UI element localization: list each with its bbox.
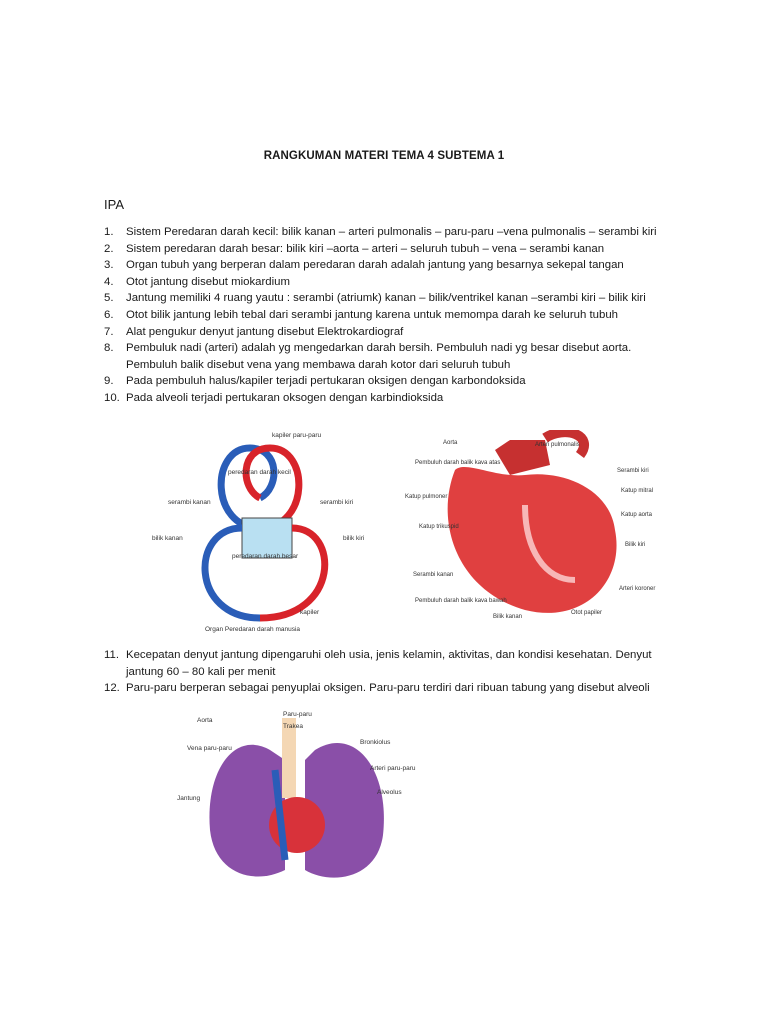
label-aorta: Aorta [197,717,213,724]
list-item-text: Pembuluk nadi (arteri) adalah yg mengedarkan darah bersih. Pembuluh nadi yg besar disebut aorta. Pembuluh balik disebut vena yang membawa darah kotor dari seluruh tubuh [126,342,632,371]
list-item [104,373,684,390]
label-trakea: Trakea [283,723,303,730]
list-item-text: Pada alveoli terjadi pertukaran oksogen dengan karbindioksida [126,391,444,404]
label-katup-trikuspid: Katup trikuspid [419,524,459,530]
list-item-text: Pada pembuluh halus/kapiler terjadi pertukaran oksigen dengan karbondoksida [126,375,526,388]
lung-diagram [165,710,425,890]
list-item-number: 3. [104,259,114,272]
list-item [104,340,684,373]
label-pembuluh-atas: Pembuluh darah balik kava atas [415,460,501,466]
label-kapiler-top: kapiler paru-paru [272,432,322,439]
list-item [104,224,684,241]
label-serambi-kiri: Serambi kiri [617,468,649,474]
list-item-number: 7. [104,325,114,338]
label-bilik-kanan: bilik kanan [152,535,183,542]
list-item-number: 11. [104,649,119,661]
list-item-number: 6. [104,308,114,321]
label-bilik-kiri: bilik kiri [343,535,365,542]
list-item-text: Sistem Peredaran darah kecil: bilik kanan – arteri pulmonalis – paru-paru –vena pulmonalis – serambi kiri [126,226,657,238]
label-pembuluh-bawah: Pembuluh darah balik kava bawah [415,598,507,604]
list-item-text: Otot bilik jantung lebih tebal dari serambi jantung karena untuk memompa darah ke seluruh tubuh [126,308,618,321]
list-item [104,390,684,407]
list-item-number: 1. [104,226,114,238]
label-serambi-kanan: serambi kanan [168,499,211,506]
label-alveolus: Alveolus [377,789,402,796]
list-item-number: 4. [104,275,114,288]
label-katup-mitral: Katup mitral [621,488,654,494]
label-bronkiolus: Bronkiolus [360,739,391,746]
label-bilik-kiri: Bilik kiri [625,542,646,548]
list-item-text: Alat pengukur denyut jantung disebut Elektrokardiograf [126,325,404,338]
label-kecil: peredaran darah kecil [228,469,291,476]
list-item [104,257,684,274]
list-item-number: 12. [104,682,120,695]
section-heading: IPA [104,197,124,212]
label-jantung: Jantung [177,795,201,802]
label-kapiler-bottom: kapiler [300,609,320,616]
list-item-text: Jantung memiliki 4 ruang yautu : serambi (atriumk) kanan – bilik/ventrikel kanan –serambi kiri – bilik kiri [126,292,646,305]
list-item [104,680,684,697]
list-item-text: Kecepatan denyut jantung dipengaruhi oleh usia, jenis kelamin, aktivitas, dan kondisi kesehatan. Denyut jantung 60 – 80 kali per menit [126,649,652,678]
list-item [104,241,684,258]
label-arteri-koroner: Arteri koroner [619,586,656,592]
label-aorta: Aorta [443,440,458,446]
label-besar: peredaran darah besar [232,553,299,560]
label-serambi-kiri: serambi kiri [320,499,354,506]
summary-list-part2 [104,647,684,697]
list-item [104,307,684,324]
list-item [104,290,684,307]
list-item-text: Otot jantung disebut miokardium [126,275,290,288]
list-item-number: 10. [104,391,120,404]
list-item-text: Organ tubuh yang berperan dalam peredaran darah adalah jantung yang besarnya sekepal tangan [126,259,624,272]
label-serambi-kanan: Serambi kanan [413,572,454,578]
label-arteri: Arteri paru-paru [370,765,416,772]
list-item-text: Paru-paru berperan sebagai penyuplai oksigen. Paru-paru terdiri dari ribuan tabung yang disebut alveoli [126,682,650,695]
list-item-number: 8. [104,342,114,355]
list-item [104,647,684,680]
heart-diagram [395,430,695,625]
list-item [104,324,684,341]
label-vena: Vena paru-paru [187,745,232,752]
page-title: RANGKUMAN MATERI TEMA 4 SUBTEMA 1 [263,150,505,162]
label-paru-paru: Paru-paru [283,711,312,718]
label-katup-aorta: Katup aorta [621,512,653,518]
list-item-number: 2. [104,242,114,255]
summary-list-part1 [104,224,684,407]
diagram-caption: Organ Peredaran darah manusia [205,626,301,633]
circulation-diagram [150,428,370,638]
list-item [104,274,684,291]
list-item-text: Sistem peredaran darah besar: bilik kiri –aorta – arteri – seluruh tubuh – vena – serambi kanan [126,242,605,255]
label-bilik-kanan: Bilik kanan [493,614,523,620]
list-item-number: 5. [104,292,114,305]
list-item-number: 9. [104,375,114,388]
label-katup-pulmoner: Katup pulmoner [405,494,448,500]
label-arteri-pulmonalis: Arteri pulmonalis [535,442,580,448]
label-otot-papiler: Otot papiler [571,610,603,616]
